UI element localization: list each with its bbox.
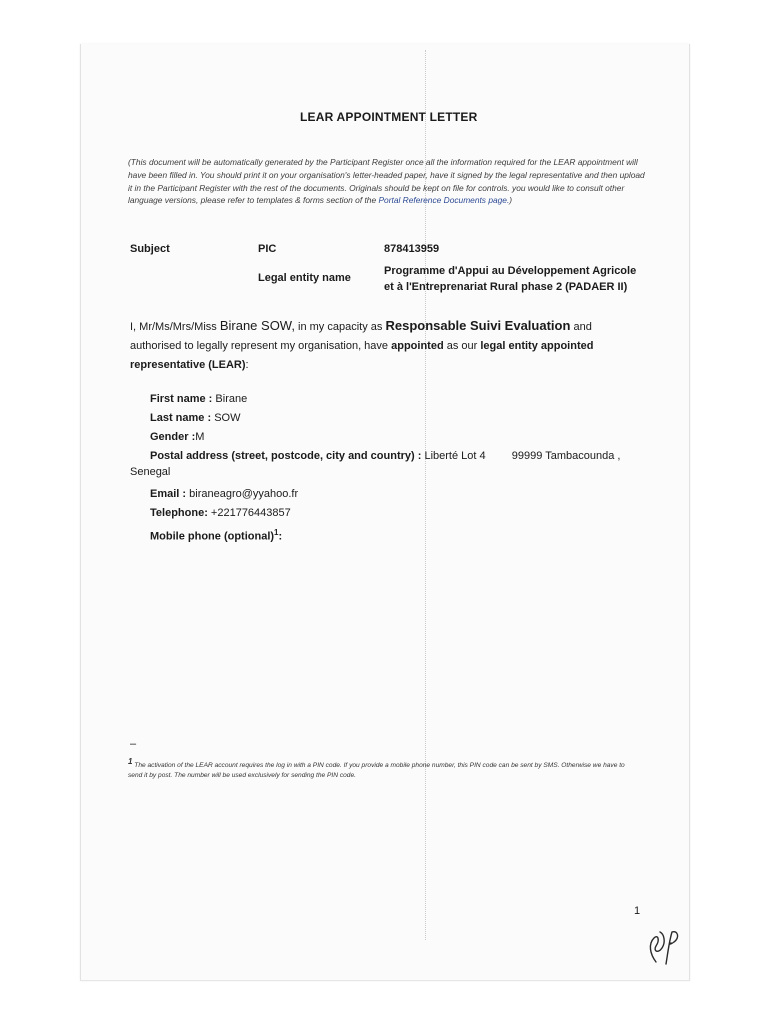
document-title: LEAR APPOINTMENT LETTER	[300, 110, 478, 124]
first-name-label: First name :	[150, 393, 213, 405]
lear-details	[150, 390, 620, 547]
intro-close: )	[509, 195, 513, 206]
footnote	[128, 757, 628, 781]
appointment-statement	[130, 316, 620, 375]
subject-label: Subject	[130, 243, 170, 255]
statement-part: :	[245, 359, 249, 371]
first-name-value: Birane	[215, 393, 248, 405]
last-name-value: SOW	[214, 412, 241, 424]
email-label: Email :	[150, 488, 187, 500]
gender-value: M	[195, 431, 205, 443]
postal-spacer	[150, 466, 620, 485]
statement-part: I, Mr/Ms/Mrs/Miss	[130, 321, 217, 333]
footnote-number: 1	[128, 757, 133, 766]
footnote-separator: –	[130, 738, 137, 750]
statement-part: as our	[446, 340, 478, 352]
intro-text: (This document will be automatically generated by the Participant Register once all the information required for the LEAR appointment will have been filled in. You should print it on your organisation's letter-headed paper, have it signed by the legal representative and then upload it in the Participant Register with the rest of the documents. Originals should be kept on file for controls. you would like to consult other language versions, please refer to templates & forms section of the	[128, 157, 645, 206]
telephone-value: +221776443857	[210, 507, 291, 519]
postal-street: Liberté Lot 4	[424, 450, 486, 462]
mobile-footnote-ref: 1	[274, 528, 279, 537]
postal-city: Tambacounda ,	[545, 450, 621, 462]
legal-entity-line2: et à l'Entreprenariat Rural phase 2 (PADAER II)	[384, 281, 628, 293]
appointee-name: Birane SOW,	[219, 318, 295, 333]
telephone-row	[150, 504, 620, 523]
portal-reference-link[interactable]: Portal Reference Documents page.	[378, 195, 510, 206]
pic-label: PIC	[258, 243, 277, 255]
legal-entity-label: Legal entity name	[258, 272, 351, 284]
postal-label: Postal address (street, postcode, city and country) :	[150, 450, 422, 462]
mobile-label: Mobile phone (optional)	[150, 530, 275, 543]
gender-label: Gender :	[150, 431, 196, 443]
signature-icon	[642, 924, 690, 973]
mobile-colon: :	[278, 530, 283, 543]
statement-part: in my capacity as	[298, 321, 383, 333]
statement-part: and authorised to legally represent my organisation, have	[130, 321, 592, 352]
email-row	[150, 485, 620, 504]
gender-row	[150, 428, 620, 447]
statement-lear: legal entity appointed representative (LEAR)	[130, 340, 594, 371]
first-name-row	[150, 390, 620, 409]
email-value: biraneagro@yyahoo.fr	[189, 488, 299, 500]
footnote-text: The activation of the LEAR account requires the log in with a PIN code. If you provide a mobile phone number, this PIN code can be sent by SMS. Otherwise we have to send it by post. The number will be used exclusively for sending the PIN code.	[128, 762, 625, 780]
last-name-label: Last name :	[150, 412, 212, 424]
legal-entity-value	[384, 263, 636, 295]
telephone-label: Telephone:	[150, 507, 208, 519]
last-name-row	[150, 409, 620, 428]
intro-paragraph	[128, 156, 646, 207]
statement-appointed: appointed	[391, 340, 444, 352]
mobile-row	[150, 523, 620, 547]
appointee-role: Responsable Suivi Evaluation	[385, 318, 571, 333]
postal-country: Senegal	[130, 466, 171, 478]
page-number: 1	[634, 905, 641, 917]
postal-row	[150, 447, 620, 466]
postal-code: 99999	[511, 450, 543, 462]
legal-entity-line1: Programme d'Appui au Développement Agricole	[384, 265, 637, 277]
pic-value: 878413959	[384, 243, 440, 255]
